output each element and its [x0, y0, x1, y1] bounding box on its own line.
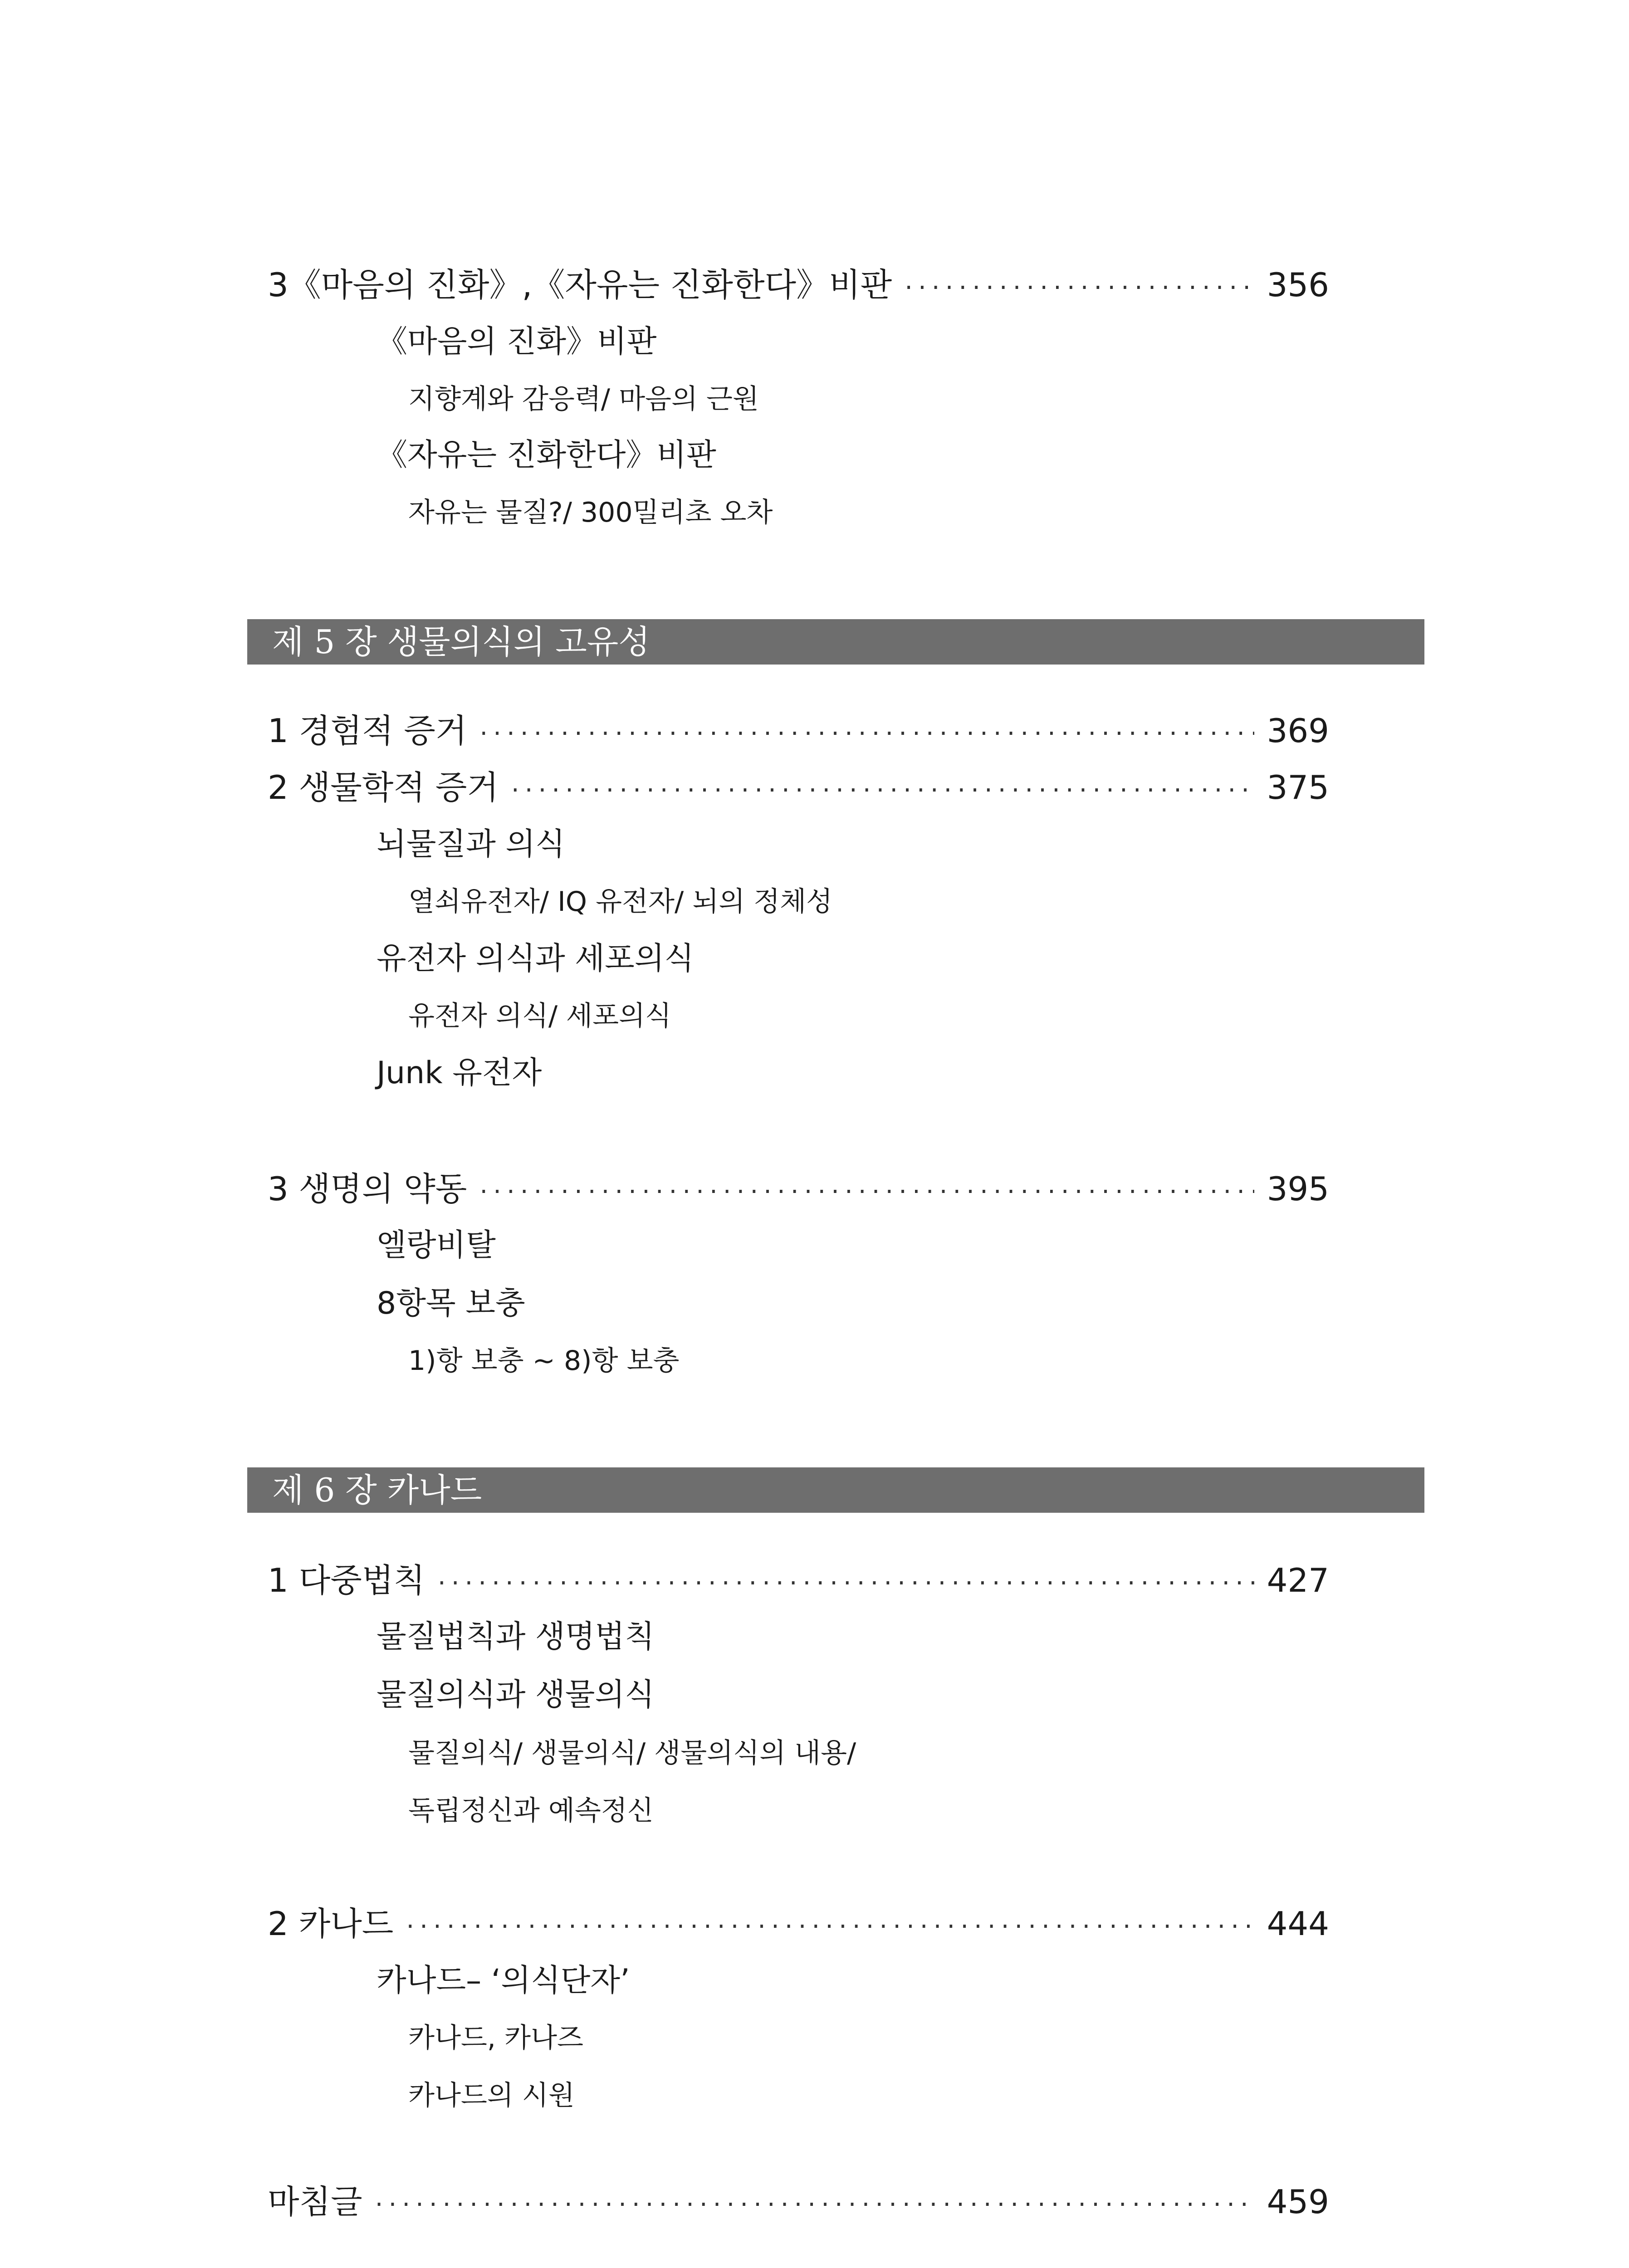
toc-entry-label: 2 카나드	[268, 1905, 394, 1943]
dot-leader	[406, 1914, 1254, 1940]
chapter-title: 제 6 장 카나드	[272, 1471, 482, 1509]
toc-page-number: 459	[1267, 2183, 1329, 2221]
toc-subsection: 물질법칙과 생명법칙	[377, 1619, 655, 1655]
toc-subitems: 카나드의 시원	[408, 2080, 575, 2112]
toc-entry-label: 3《마음의 진화》,《자유는 진화한다》비판	[268, 266, 892, 304]
toc-entry-label: 3 생명의 약동	[268, 1170, 467, 1208]
toc-page-number: 369	[1267, 712, 1329, 750]
toc-page-number: 375	[1267, 768, 1329, 807]
toc-page-number: 356	[1267, 266, 1329, 304]
toc-entry-elan-vital	[268, 1170, 1329, 1208]
toc-subsection: 뇌물질과 의식	[377, 826, 565, 862]
toc-entry-empirical-evidence	[268, 712, 1329, 750]
toc-subitems: 자유는 물질?/ 300밀리초 오차	[408, 497, 773, 528]
toc-subsection: 물질의식과 생물의식	[377, 1677, 655, 1713]
toc-subsection: 유전자 의식과 세포의식	[377, 941, 695, 977]
toc-subsection: 《마음의 진화》비판	[377, 324, 657, 360]
chapter-title: 제 5 장 생물의식의 고유성	[272, 623, 650, 661]
toc-subsection: 8항목 보충	[377, 1286, 525, 1321]
toc-subitems: 열쇠유전자/ IQ 유전자/ 뇌의 정체성	[408, 886, 833, 918]
dot-leader	[438, 1571, 1254, 1596]
toc-entry-multiple-laws	[268, 1561, 1329, 1599]
toc-entry-label: 2 생물학적 증거	[268, 768, 499, 807]
toc-subsection: 《자유는 진화한다》비판	[377, 437, 716, 473]
toc-entry-mind-evolution-critique	[268, 266, 1329, 304]
chapter-5-header	[247, 619, 1424, 665]
toc-page-number: 427	[1267, 1561, 1329, 1599]
toc-subitems: 지향계와 감응력/ 마음의 근원	[408, 383, 759, 415]
toc-entry-epilogue	[268, 2183, 1329, 2221]
toc-subitems: 카나드, 카나즈	[408, 2022, 583, 2054]
toc-subitems: 1)항 보충 ~ 8)항 보충	[408, 1345, 680, 1377]
toc-subitems: 유전자 의식/ 세포의식	[408, 1000, 671, 1032]
toc-subitems: 물질의식/ 생물의식/ 생물의식의 내용/	[408, 1737, 856, 1769]
dot-leader	[905, 275, 1254, 301]
toc-subitems: 독립정신과 예속정신	[408, 1795, 654, 1827]
toc-subsection: Junk 유전자	[377, 1055, 542, 1091]
toc-page-number: 395	[1267, 1170, 1329, 1208]
toc-page-number: 444	[1267, 1905, 1329, 1943]
toc-entry-kanad	[268, 1905, 1329, 1943]
chapter-6-header	[247, 1467, 1424, 1513]
toc-entry-label: 1 다중법칙	[268, 1561, 425, 1599]
dot-leader	[511, 778, 1254, 803]
dot-leader	[479, 1179, 1254, 1205]
toc-entry-biological-evidence	[268, 768, 1329, 807]
dot-leader	[479, 721, 1254, 747]
dot-leader	[375, 2192, 1254, 2218]
toc-entry-label: 1 경험적 증거	[268, 712, 467, 750]
toc-subsection: 엘랑비탈	[377, 1227, 496, 1263]
toc-entry-label: 마침글	[268, 2183, 362, 2221]
toc-subsection: 카나드– ‘의식단자’	[377, 1963, 630, 1999]
